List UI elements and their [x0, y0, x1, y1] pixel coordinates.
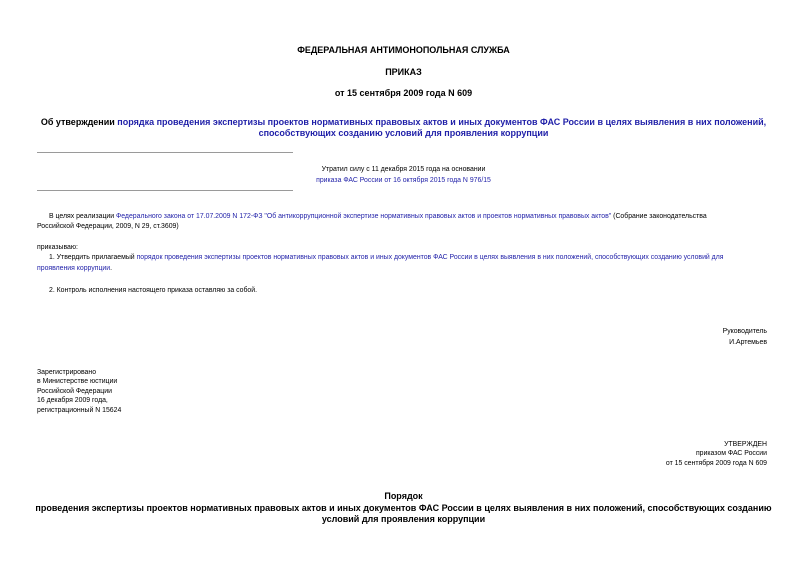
paragraph-1-line2: Российской Федерации, 2009, N 29, ст.3609)	[37, 223, 179, 230]
registration-line: Российской Федерации	[37, 387, 112, 395]
approval-block	[666, 440, 767, 468]
approval-line: УТВЕРЖДЕН	[724, 441, 767, 448]
registration-line: регистрационный N 15624	[37, 406, 122, 414]
registration-line: в Министерстве юстиции	[37, 378, 118, 386]
registration-line: 16 декабря 2009 года,	[37, 397, 108, 405]
status-link[interactable]: приказа ФАС России от 16 октября 2015 года N 976/15	[316, 177, 491, 184]
divider-top	[37, 152, 293, 153]
procedure-subtitle-line2: условий для проявления коррупции	[321, 514, 486, 524]
signature-name: И.Артемьев	[729, 339, 767, 346]
order-word: приказываю:	[37, 244, 78, 251]
procedure-title: Порядок	[384, 491, 423, 501]
registration-block	[37, 368, 121, 415]
procedure-link-cont[interactable]: проявления коррупции	[37, 265, 111, 272]
item1-prefix: 1. Утвердить прилагаемый	[49, 254, 137, 261]
title-prefix: Об утверждении	[40, 117, 118, 127]
registration-line: Зарегистрировано	[37, 369, 97, 376]
item-1	[49, 253, 723, 262]
agency-name: ФЕДЕРАЛЬНАЯ АНТИМОНОПОЛЬНАЯ СЛУЖБА	[297, 45, 510, 55]
approval-line: от 15 сентября 2009 года N 609	[665, 459, 767, 467]
federal-law-link[interactable]: Федерального закона от 17.07.2009 N 172-ФЗ "Об антикоррупционной экспертизе нормативных правовых актов и проектов нормативных правовых актов"	[116, 213, 612, 220]
status-line: Утратил силу с 11 декабря 2015 года на основании	[321, 166, 486, 173]
approval-line: приказом ФАС России	[695, 450, 767, 458]
signature-role: Руководитель	[722, 328, 767, 335]
procedure-subtitle: проведения экспертизы проектов нормативных правовых актов и иных документов ФАС России в целях выявления в них положений, способствующих созданию	[35, 503, 772, 513]
doc-type: ПРИКАЗ	[385, 67, 422, 77]
p1-suffix: (Собрание законодательства	[611, 213, 707, 220]
title-link-procedure-cont[interactable]: способствующих созданию условий для проявления коррупции	[258, 128, 549, 138]
item1-end: .	[110, 265, 113, 272]
doc-date-number: от 15 сентября 2009 года N 609	[334, 88, 473, 98]
item-2: 2. Контроль исполнения настоящего приказа оставляю за собой.	[49, 287, 257, 294]
p1-prefix: В целях реализации	[49, 213, 117, 220]
paragraph-1	[49, 212, 707, 221]
item-1-line2	[37, 264, 112, 273]
title-link-procedure[interactable]: порядка проведения экспертизы проектов нормативных правовых актов и иных документов ФАС России в целях выявления в них положений,	[117, 117, 767, 127]
divider-bottom	[37, 190, 293, 191]
procedure-link[interactable]: порядок проведения экспертизы проектов нормативных правовых актов и иных документов ФАС России в целях выявления в них положений, способствующих созданию условий для	[136, 254, 724, 261]
doc-title-line2	[0, 128, 807, 139]
doc-title	[0, 117, 807, 128]
